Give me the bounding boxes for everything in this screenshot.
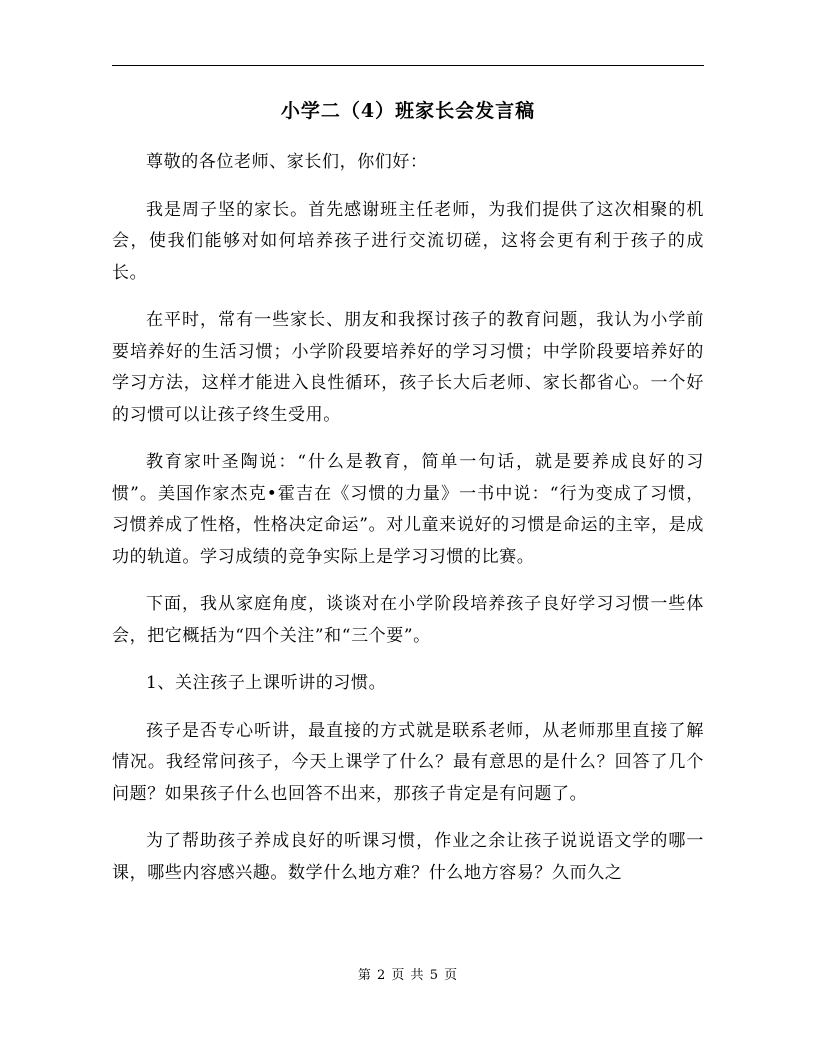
section-heading-listening: 1、关注孩子上课听讲的习惯。 xyxy=(146,673,387,693)
paragraph-quotes: 教育家叶圣陶说：“什么是教育，简单一句话，就是要养成良好的习惯”。美国作家杰克•霍吉在《习惯的力量》一书中说：“行为变成了习惯，习惯养成了性格，性格决定命运”。对儿童来说好的习惯是命运的主宰，是成功的轨道。学习成绩的竞争实际上是学习习惯的比赛。 xyxy=(112,452,704,567)
paragraph-summary: 下面，我从家庭角度，谈谈对在小学阶段培养孩子良好学习习惯一些体会，把它概括为“四个关注”和“三个要”。 xyxy=(112,594,704,646)
paragraph-listening-check: 孩子是否专心听讲，最直接的方式就是联系老师，从老师那里直接了解情况。我经常问孩子，今天上课学了什么？最有意思的是什么？回答了几个问题？如果孩子什么也回答不出来，那孩子肯定是有问题了。 xyxy=(112,720,704,804)
page-number: 第 2 页 共 5 页 xyxy=(357,968,459,983)
document-title: 小学二（4）班家长会发言稿 xyxy=(280,100,536,122)
header-rule xyxy=(112,65,704,66)
paragraph-listening-help: 为了帮助孩子养成良好的听课习惯，作业之余让孩子说说语文学的哪一课，哪些内容感兴趣。数学什么地方难？什么地方容易？久而久之 xyxy=(112,831,704,883)
document-body xyxy=(112,147,704,905)
paragraph-greeting: 尊敬的各位老师、家长们，你们好： xyxy=(146,152,428,172)
paragraph-habits-overview: 在平时，常有一些家长、朋友和我探讨孩子的教育问题，我认为小学前要培养好的生活习惯；小学阶段要培养好的学习习惯；中学阶段要培养好的学习方法，这样才能进入良性循环，孩子长大后老师、家长都省心。一个好的习惯可以让孩子终生受用。 xyxy=(112,310,704,425)
paragraph-introduction: 我是周子坚的家长。首先感谢班主任老师，为我们提供了这次相聚的机会，使我们能够对如何培养孩子进行交流切磋，这将会更有利于孩子的成长。 xyxy=(112,199,704,283)
